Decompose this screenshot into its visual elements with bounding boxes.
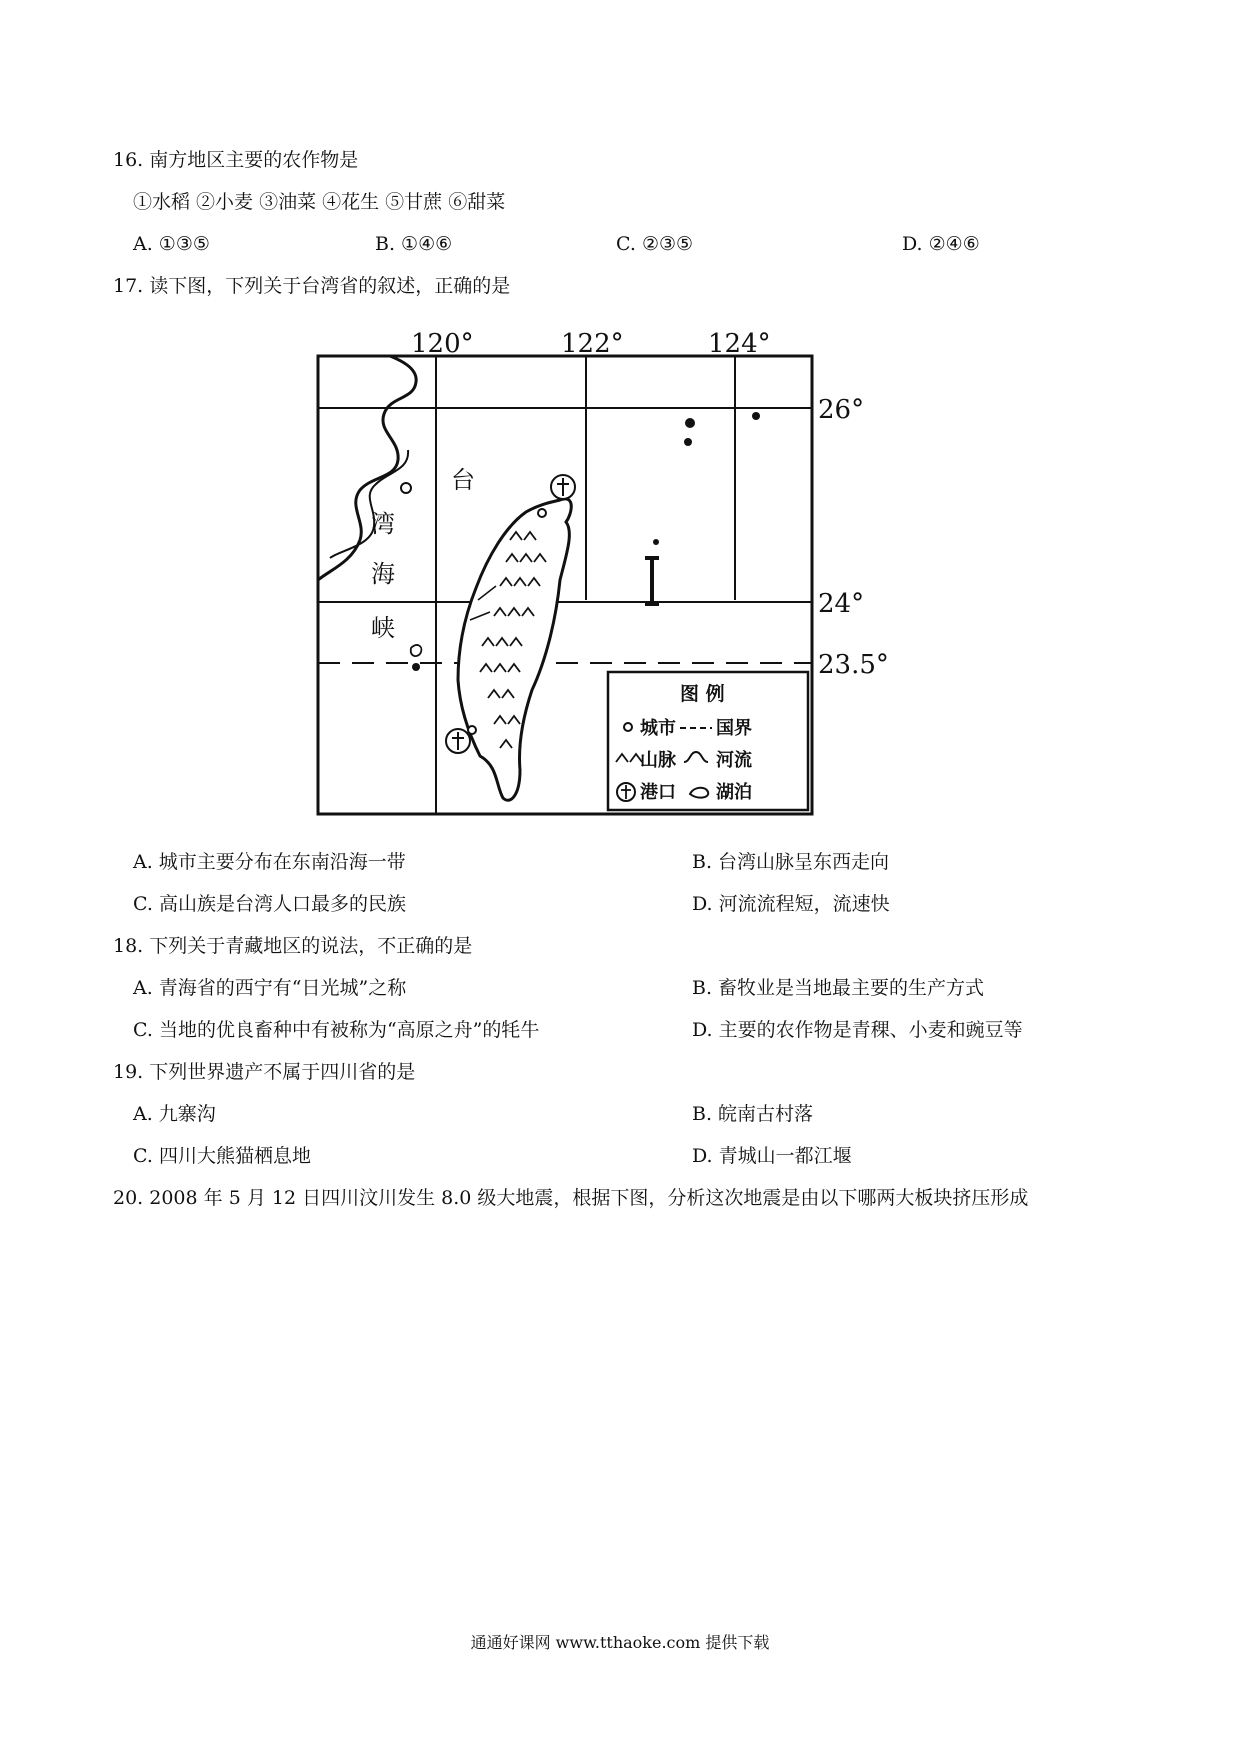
island-dot [685, 418, 695, 428]
lat-label-24: 24° [818, 589, 865, 619]
q19-option-d[interactable]: D. 青城山一都江堰 [692, 1145, 852, 1167]
strait-label-1: 台 [451, 466, 475, 494]
city-icon [401, 483, 411, 493]
q19-option-c[interactable]: C. 四川大熊猫栖息地 [133, 1145, 311, 1167]
lon-label-122: 122° [561, 329, 624, 359]
legend-mountain-label: 山脉 [640, 750, 676, 771]
city-icon [538, 509, 546, 517]
legend-border-label: 国界 [716, 718, 752, 739]
taiwan-map [0, 300, 1240, 820]
q16-stem: 16. 南方地区主要的农作物是 [113, 149, 359, 171]
q18-option-a[interactable]: A. 青海省的西宁有“日光城”之称 [133, 977, 407, 999]
lon-label-124: 124° [708, 329, 771, 359]
footer-credit: 通通好课网 www.tthaoke.com 提供下载 [470, 1633, 770, 1652]
q18-option-d[interactable]: D. 主要的农作物是青稞、小麦和豌豆等 [692, 1019, 1023, 1041]
taiwan-island [458, 499, 571, 800]
q17-stem: 17. 读下图，下列关于台湾省的叙述，正确的是 [113, 275, 511, 297]
q20-stem: 20. 2008 年 5 月 12 日四川汶川发生 8.0 级大地震，根据下图，分析这次地震是由以下哪两大板块挤压形成 [113, 1187, 1029, 1209]
q16-option-a[interactable]: A. ①③⑤ [133, 233, 210, 255]
strait-label-2: 湾 [371, 510, 395, 538]
q18-option-c[interactable]: C. 当地的优良畜种中有被称为“高原之舟”的牦牛 [133, 1019, 540, 1041]
map-legend [608, 672, 808, 810]
q16-choices: ①水稻 ②小麦 ③油菜 ④花生 ⑤甘蔗 ⑥甜菜 [133, 191, 506, 213]
port-icon-south [446, 729, 470, 753]
legend-title: 图 例 [680, 683, 725, 705]
city-icon [468, 726, 476, 734]
strait-label-3: 海 [371, 560, 395, 588]
q17-option-a[interactable]: A. 城市主要分布在东南沿海一带 [133, 851, 406, 873]
island-dot [412, 663, 420, 671]
q19-option-b[interactable]: B. 皖南古村落 [692, 1103, 814, 1125]
strait-label-4: 峡 [371, 614, 395, 642]
lon-label-120: 120° [411, 329, 474, 359]
port-icon-north [551, 475, 575, 499]
q16-option-b[interactable]: B. ①④⑥ [375, 233, 453, 255]
q19-stem: 19. 下列世界遗产不属于四川省的是 [113, 1061, 416, 1083]
q19-option-a[interactable]: A. 九寨沟 [133, 1103, 216, 1125]
lat-label-23-5: 23.5° [818, 650, 889, 680]
q16-option-c[interactable]: C. ②③⑤ [616, 233, 694, 255]
q17-option-d[interactable]: D. 河流流程短，流速快 [692, 893, 890, 915]
legend-river-label: 河流 [716, 750, 752, 771]
lat-label-26: 26° [818, 395, 865, 425]
legend-city-icon [624, 723, 632, 731]
legend-port-label: 港口 [640, 782, 676, 803]
island-dot [684, 438, 692, 446]
legend-lake-label: 湖泊 [716, 782, 752, 803]
q18-stem: 18. 下列关于青藏地区的说法，不正确的是 [113, 935, 473, 957]
legend-city-label: 城市 [640, 718, 676, 739]
legend-port-icon [617, 783, 635, 801]
island-dot [653, 539, 659, 545]
q18-option-b[interactable]: B. 畜牧业是当地最主要的生产方式 [692, 977, 985, 999]
q16-option-d[interactable]: D. ②④⑥ [902, 233, 980, 255]
q17-option-c[interactable]: C. 高山族是台湾人口最多的民族 [133, 893, 406, 915]
island-dot [752, 412, 760, 420]
q17-option-b[interactable]: B. 台湾山脉呈东西走向 [692, 851, 890, 873]
